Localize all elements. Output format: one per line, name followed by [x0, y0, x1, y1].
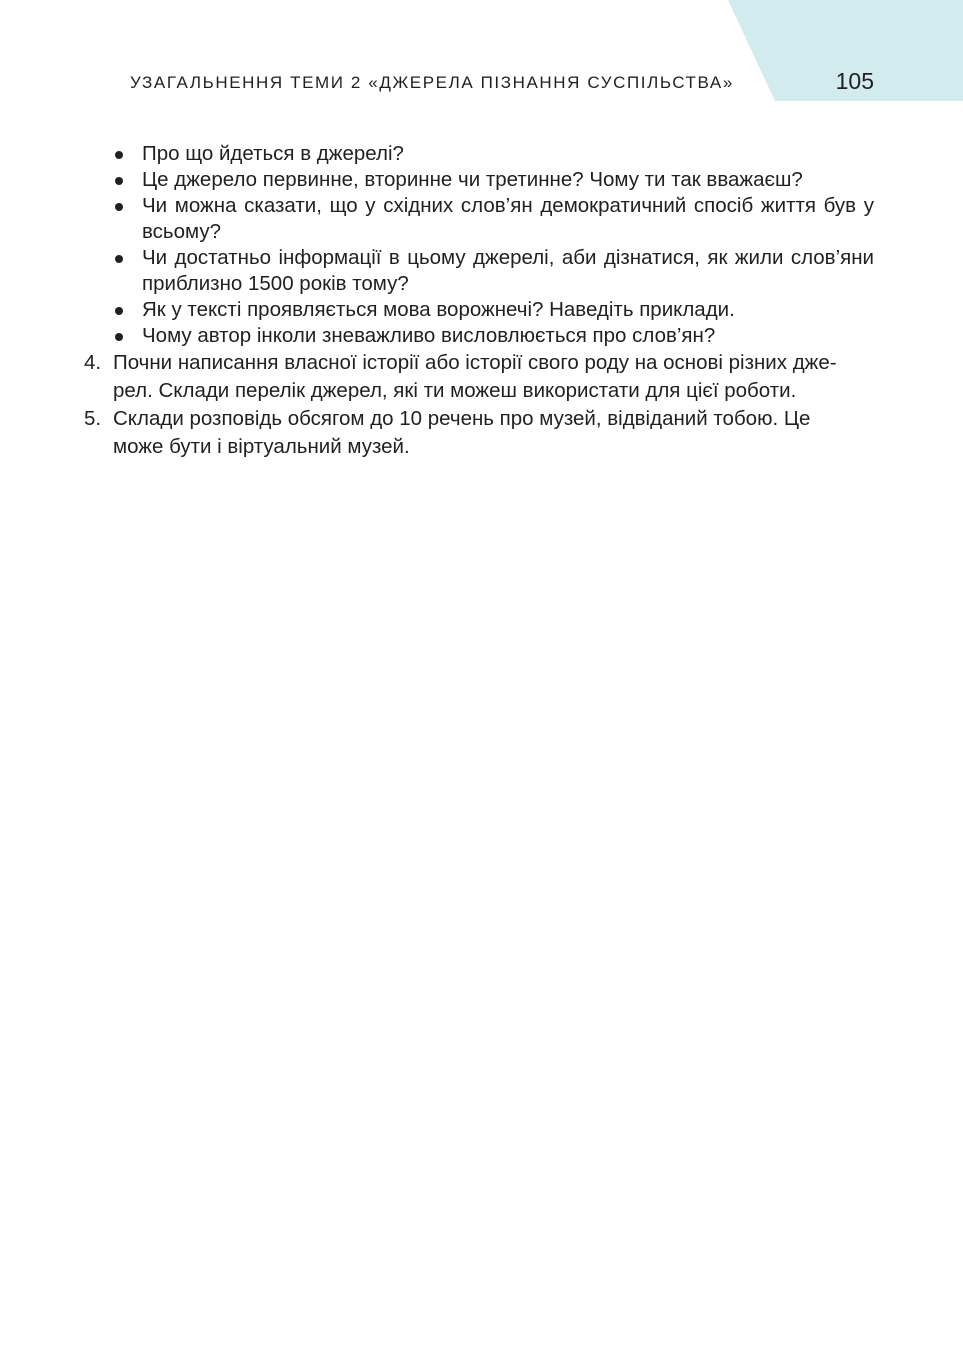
question-text: Чому автор інколи зневажливо висловлюється про слов’ян? [142, 324, 716, 347]
list-item [84, 323, 874, 349]
bullet-icon [115, 255, 123, 263]
task-number: 4. [84, 351, 102, 374]
list-item [84, 245, 874, 297]
question-text: Про що йдеться в джерелі? [142, 142, 404, 165]
question-text: Чи можна сказати, що у східних слов’ян демократичний спосіб життя був у всьому? [142, 194, 874, 243]
task-text-line: Почни написання власної історії або історії свого роду на основі різних дже- [113, 351, 837, 374]
bullet-icon [115, 151, 123, 159]
page-content [84, 141, 874, 461]
bullet-icon [115, 307, 123, 315]
task-list [84, 349, 874, 461]
question-text: Чи достатньо інформації в цьому джерелі, аби дізнатися, як жили слов’яни приблизно 1500 років тому? [142, 246, 874, 295]
task-number: 5. [84, 407, 102, 430]
question-text: Як у тексті проявляється мова ворожнечі? Наведіть приклади. [142, 298, 735, 321]
bullet-icon [115, 333, 123, 341]
task-item [84, 349, 874, 405]
list-item [84, 141, 874, 167]
question-text: Це джерело первинне, вторинне чи третинне? Чому ти так вважаєш? [142, 168, 803, 191]
bullet-icon [115, 177, 123, 185]
running-header: УЗАГАЛЬНЕННЯ ТЕМИ 2 «ДЖЕРЕЛА ПІЗНАННЯ СУСПІЛЬСТВА» [130, 73, 734, 92]
list-item [84, 193, 874, 245]
task-text-line: рел. Склади перелік джерел, які ти можеш використати для цієї роботи. [113, 379, 797, 402]
page-number: 105 [835, 68, 874, 94]
list-item [84, 297, 874, 323]
task-text-line: Склади розповідь обсягом до 10 речень про музей, відвіданий тобою. Це [113, 407, 811, 430]
task-text-line: може бути і віртуальний музей. [113, 435, 410, 458]
task-item [84, 405, 874, 461]
bullet-icon [115, 203, 123, 211]
question-list [84, 141, 874, 349]
list-item [84, 167, 874, 193]
